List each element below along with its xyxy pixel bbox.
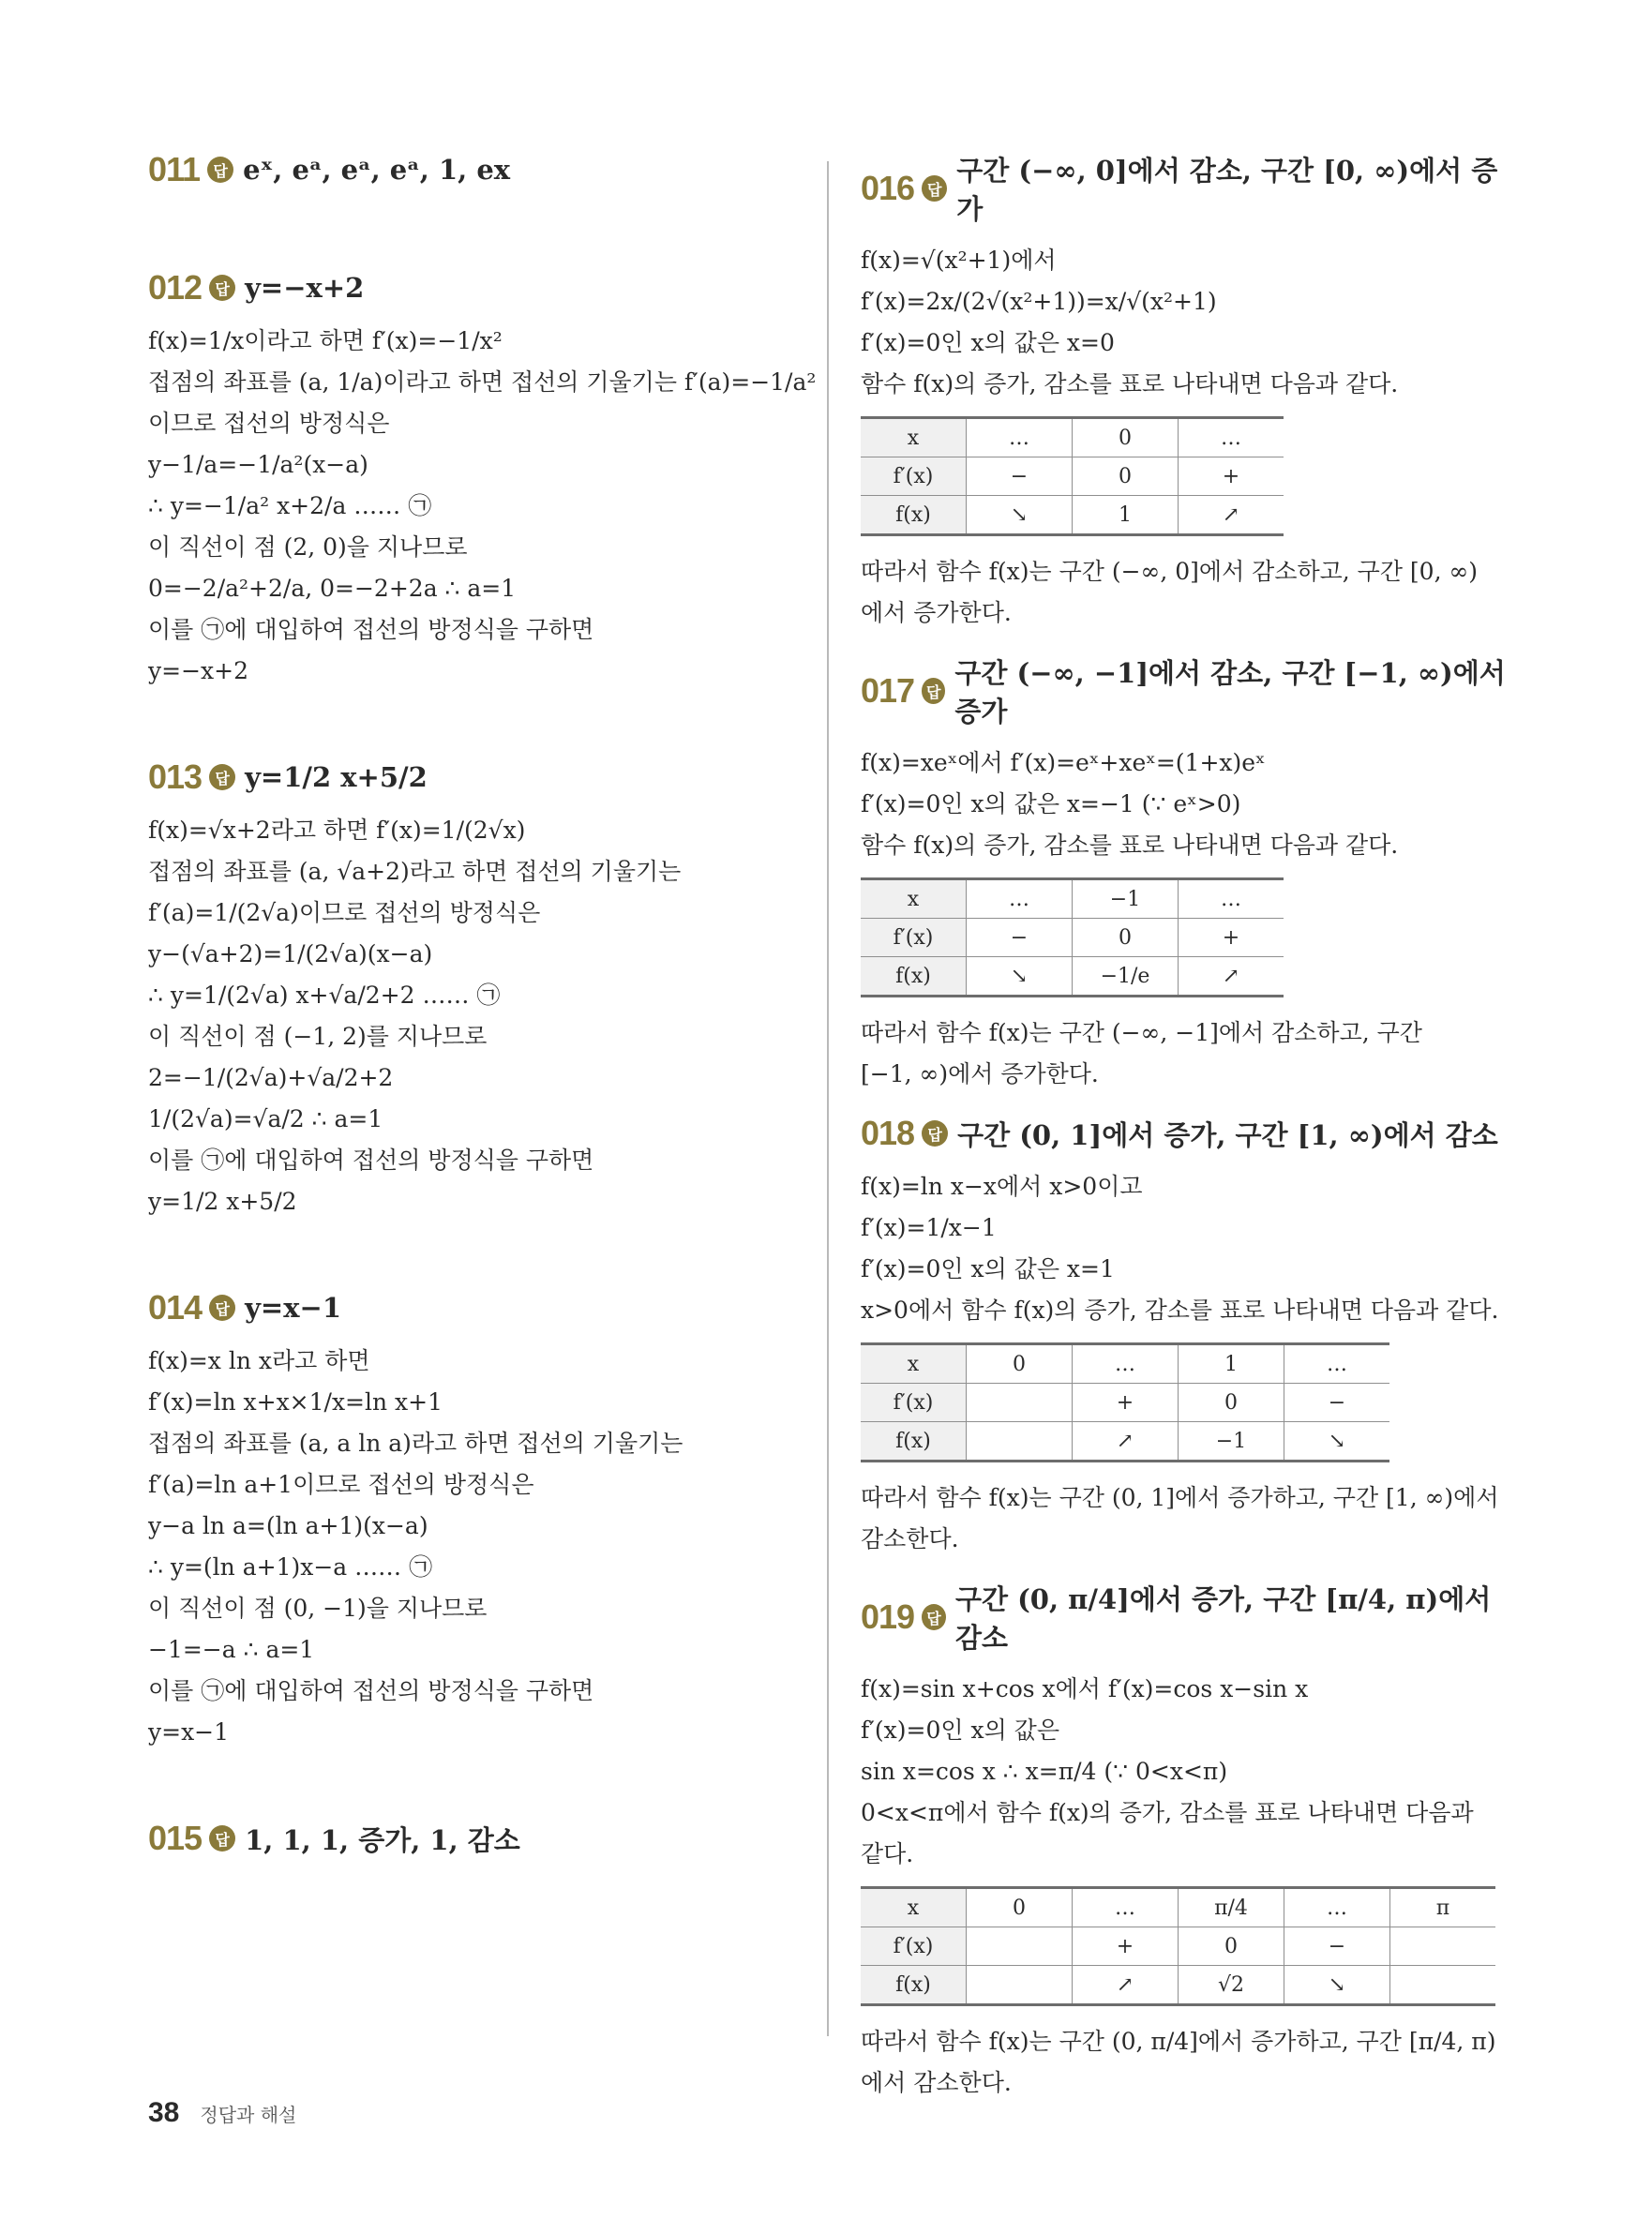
answer-badge: 답 (209, 275, 235, 301)
solution-line: f′(x)=2x/(2√(x²+1))=x/√(x²+1) (861, 288, 1217, 315)
table-row (861, 957, 1284, 997)
solution-line: −1=−a ∴ a=1 (148, 1636, 315, 1663)
table-cell: − (1284, 1384, 1390, 1422)
solution-line: f′(x)=0인 x의 값은 x=0 (861, 329, 1115, 356)
table-cell: + (1179, 919, 1284, 957)
table-cell: 1 (1179, 1344, 1284, 1384)
conclusion-line: [−1, ∞)에서 증가한다. (861, 1060, 1099, 1087)
solution-line: ∴ y=1/(2√a) x+√a/2+2 …… ㉠ (148, 982, 501, 1009)
problem-013 (148, 757, 804, 1222)
table-row (861, 1966, 1495, 2005)
table-cell: − (967, 457, 1073, 496)
table-cell: … (967, 418, 1073, 457)
solution-line: f′(x)=1/x−1 (861, 1214, 997, 1241)
table-cell: ↗ (1179, 957, 1284, 997)
solution-line: f′(a)=1/(2√a)이므로 접선의 방정식은 (148, 899, 541, 926)
solution-line: ∴ y=(ln a+1)x−a …… ㉠ (148, 1553, 433, 1581)
variation-table (861, 877, 1284, 997)
table-cell: −1/e (1073, 957, 1179, 997)
answer-badge: 답 (209, 764, 235, 790)
problem-header (148, 1819, 804, 1858)
problem-019 (861, 1579, 1508, 2104)
table-cell: 0 (1073, 457, 1179, 496)
solution-line: f(x)=xeˣ에서 f′(x)=eˣ+xeˣ=(1+x)eˣ (861, 749, 1266, 776)
solution-line: y−1/a=−1/a²(x−a) (148, 451, 368, 478)
answer-badge: 답 (209, 1295, 235, 1321)
answer-badge: 답 (209, 1825, 235, 1852)
solution-line: 이를 ㉠에 대입하여 접선의 방정식을 구하면 (148, 616, 594, 643)
solution-line: ∴ y=−1/a² x+2/a …… ㉠ (148, 492, 432, 519)
problem-016 (861, 150, 1508, 634)
table-row (861, 1384, 1389, 1422)
conclusion-line: 에서 증가한다. (861, 599, 1012, 626)
table-cell: f′(x) (861, 1927, 967, 1966)
table-cell: − (1284, 1927, 1390, 1966)
solution-line: y=−x+2 (148, 657, 248, 684)
table-cell: x (861, 1888, 967, 1927)
table-cell: x (861, 879, 967, 919)
problem-header (148, 150, 804, 189)
variation-table (861, 1886, 1495, 2006)
table-cell: 0 (1073, 418, 1179, 457)
solution-line: 함수 f(x)의 증가, 감소를 표로 나타내면 다음과 같다. (861, 370, 1399, 397)
solution-line: f(x)=√(x²+1)에서 (861, 247, 1057, 274)
answer-text: y=x−1 (245, 1292, 341, 1324)
problem-017 (861, 652, 1508, 1095)
table-row (861, 457, 1284, 496)
table-cell: f(x) (861, 496, 967, 535)
table-row (861, 919, 1284, 957)
table-cell: x (861, 1344, 967, 1384)
table-cell: 0 (967, 1888, 1073, 1927)
problem-number: 016 (861, 169, 915, 207)
solution-line: x>0에서 함수 f(x)의 증가, 감소를 표로 나타내면 다음과 같다. (861, 1297, 1499, 1324)
solution-line: y−a ln a=(ln a+1)(x−a) (148, 1512, 428, 1539)
problem-number: 018 (861, 1114, 915, 1152)
table-cell: f′(x) (861, 457, 967, 496)
problem-number: 011 (148, 150, 201, 188)
solution-line: 이므로 접선의 방정식은 (148, 410, 390, 437)
table-cell: ↗ (1073, 1966, 1179, 2005)
solution-line: sin x=cos x ∴ x=π/4 (∵ 0<x<π) (861, 1758, 1228, 1785)
table-cell (1390, 1927, 1496, 1966)
solution-line: 접점의 좌표를 (a, a ln a)라고 하면 접선의 기울기는 (148, 1430, 683, 1457)
solution-line: f′(x)=0인 x의 값은 (861, 1717, 1059, 1744)
table-row (861, 418, 1284, 457)
footer-label: 정답과 해설 (200, 2104, 297, 2126)
table-cell: ↘ (967, 496, 1073, 535)
problem-header (861, 1579, 1508, 1656)
solution-line: 2=−1/(2√a)+√a/2+2 (148, 1064, 394, 1091)
spacer (861, 634, 1508, 652)
solution-line: 이 직선이 점 (−1, 2)를 지나므로 (148, 1023, 488, 1050)
answer-badge: 답 (922, 1120, 948, 1147)
solution-line: 함수 f(x)의 증가, 감소를 표로 나타내면 다음과 같다. (861, 832, 1399, 859)
left-column (148, 150, 817, 1871)
table-cell: … (1073, 1888, 1179, 1927)
problem-number: 012 (148, 268, 203, 307)
table-row (861, 1927, 1495, 1966)
table-cell: f(x) (861, 1966, 967, 2005)
table-row (861, 1422, 1389, 1462)
table-cell: f′(x) (861, 919, 967, 957)
right-column (861, 150, 1508, 2104)
answer-text: 1, 1, 1, 증가, 1, 감소 (245, 1823, 520, 1856)
problem-header (861, 1114, 1508, 1153)
table-cell: − (967, 919, 1073, 957)
table-cell: π (1390, 1888, 1496, 1927)
table-cell: + (1073, 1384, 1179, 1422)
table-cell: + (1179, 457, 1284, 496)
solution-line: 1/(2√a)=√a/2 ∴ a=1 (148, 1105, 383, 1132)
problem-number: 015 (148, 1819, 203, 1857)
page-number: 38 (148, 2097, 180, 2128)
solution-line: 접점의 좌표를 (a, 1/a)이라고 하면 접선의 기울기는 f′(a)=−1/a² (148, 368, 817, 396)
table-cell: ↘ (1284, 1422, 1390, 1462)
solution-line: 같다. (861, 1840, 914, 1867)
table-cell: … (1179, 418, 1284, 457)
table-row (861, 496, 1284, 535)
spacer (148, 692, 804, 757)
spacer (148, 1753, 804, 1819)
table-cell: ↘ (967, 957, 1073, 997)
table-cell: … (1284, 1344, 1390, 1384)
solution-line: f(x)=x ln x라고 하면 (148, 1347, 370, 1374)
problem-header (861, 652, 1508, 729)
answer-text: 구간 (0, π/4]에서 증가, 구간 [π/4, π)에서 감소 (954, 1583, 1492, 1654)
problem-011 (148, 150, 804, 189)
solution-line: f(x)=ln x−x에서 x>0이고 (861, 1173, 1143, 1200)
table-cell (967, 1384, 1073, 1422)
solution-line: 이 직선이 점 (2, 0)을 지나므로 (148, 533, 468, 561)
table-cell: π/4 (1179, 1888, 1284, 1927)
solution-line: f′(a)=ln a+1이므로 접선의 방정식은 (148, 1471, 534, 1498)
conclusion-line: 에서 감소한다. (861, 2069, 1012, 2096)
table-cell: 0 (1179, 1384, 1284, 1422)
conclusion-line: 따라서 함수 f(x)는 구간 (0, 1]에서 증가하고, 구간 [1, ∞)에서 (861, 1484, 1499, 1511)
problem-number: 017 (861, 671, 915, 710)
table-row (861, 879, 1284, 919)
problem-header (148, 268, 804, 307)
answer-text: 구간 (−∞, −1]에서 감소, 구간 [−1, ∞)에서 증가 (954, 657, 1506, 727)
answer-badge: 답 (207, 157, 233, 183)
table-cell (1390, 1966, 1496, 2005)
table-cell: 0 (1073, 919, 1179, 957)
answer-text: y=1/2 x+5/2 (245, 761, 428, 793)
table-cell (967, 1422, 1073, 1462)
answer-text: y=−x+2 (245, 272, 365, 304)
problem-header (148, 1288, 804, 1327)
table-cell: ↗ (1073, 1422, 1179, 1462)
spacer (861, 1560, 1508, 1579)
solution-line: y=1/2 x+5/2 (148, 1188, 297, 1215)
table-cell: f′(x) (861, 1384, 967, 1422)
solution-line: y−(√a+2)=1/(2√a)(x−a) (148, 940, 433, 967)
table-cell: ↘ (1284, 1966, 1390, 2005)
table-cell: f(x) (861, 1422, 967, 1462)
footer (148, 2097, 296, 2129)
table-cell: −1 (1179, 1422, 1284, 1462)
answer-text: 구간 (−∞, 0]에서 감소, 구간 [0, ∞)에서 증가 (956, 155, 1498, 225)
table-cell: 0 (1179, 1927, 1284, 1966)
solution-line: 0<x<π에서 함수 f(x)의 증가, 감소를 표로 나타내면 다음과 (861, 1799, 1474, 1826)
solution-line: f(x)=1/x이라고 하면 f′(x)=−1/x² (148, 327, 503, 354)
answer-text: eˣ, eᵃ, eᵃ, eᵃ, 1, ex (243, 154, 511, 186)
problem-012 (148, 268, 817, 692)
answer-badge: 답 (922, 175, 947, 202)
table-cell: … (967, 879, 1073, 919)
table-cell: x (861, 418, 967, 457)
problem-number: 013 (148, 757, 203, 796)
solution-line: 접점의 좌표를 (a, √a+2)라고 하면 접선의 기울기는 (148, 858, 682, 885)
conclusion-line: 따라서 함수 f(x)는 구간 (0, π/4]에서 증가하고, 구간 [π/4, π) (861, 2028, 1496, 2055)
solution-line: 이 직선이 점 (0, −1)을 지나므로 (148, 1595, 488, 1622)
spacer (148, 1222, 804, 1288)
problem-014 (148, 1288, 804, 1753)
table-cell: √2 (1179, 1966, 1284, 2005)
spacer (861, 1095, 1508, 1114)
column-divider (827, 161, 829, 2036)
conclusion-line: 따라서 함수 f(x)는 구간 (−∞, 0]에서 감소하고, 구간 [0, ∞) (861, 558, 1479, 585)
table-cell: 1 (1073, 496, 1179, 535)
solution-line: f′(x)=0인 x의 값은 x=1 (861, 1255, 1115, 1282)
table-row (861, 1888, 1495, 1927)
table-cell (967, 1927, 1073, 1966)
conclusion-line: 따라서 함수 f(x)는 구간 (−∞, −1]에서 감소하고, 구간 (861, 1019, 1422, 1046)
conclusion-line: 감소한다. (861, 1525, 959, 1552)
solution-line: 이를 ㉠에 대입하여 접선의 방정식을 구하면 (148, 1147, 594, 1174)
problem-018 (861, 1114, 1508, 1560)
table-cell: f(x) (861, 957, 967, 997)
spacer (148, 202, 804, 268)
problem-header (148, 757, 804, 797)
variation-table (861, 416, 1284, 536)
table-cell: + (1073, 1927, 1179, 1966)
table-cell (967, 1966, 1073, 2005)
problem-number: 014 (148, 1288, 203, 1327)
solution-line: y=x−1 (148, 1718, 230, 1746)
table-cell: … (1284, 1888, 1390, 1927)
solution-line: f′(x)=ln x+x×1/x=ln x+1 (148, 1388, 443, 1416)
table-cell: 0 (967, 1344, 1073, 1384)
table-row (861, 1344, 1389, 1384)
answer-badge: 답 (922, 678, 945, 704)
table-cell: … (1073, 1344, 1179, 1384)
table-cell: … (1179, 879, 1284, 919)
solution-line: f′(x)=0인 x의 값은 x=−1 (∵ eˣ>0) (861, 790, 1241, 817)
variation-table (861, 1342, 1389, 1462)
table-cell: −1 (1073, 879, 1179, 919)
problem-number: 019 (861, 1597, 915, 1636)
table-cell: ↗ (1179, 496, 1284, 535)
answer-badge: 답 (922, 1604, 946, 1630)
problem-header (861, 150, 1508, 227)
solution-line: 이를 ㉠에 대입하여 접선의 방정식을 구하면 (148, 1677, 594, 1704)
answer-text: 구간 (0, 1]에서 증가, 구간 [1, ∞)에서 감소 (957, 1118, 1498, 1151)
problem-015 (148, 1819, 804, 1858)
solution-line: f(x)=√x+2라고 하면 f′(x)=1/(2√x) (148, 817, 526, 844)
solution-line: f(x)=sin x+cos x에서 f′(x)=cos x−sin x (861, 1675, 1309, 1702)
solution-line: 0=−2/a²+2/a, 0=−2+2a ∴ a=1 (148, 575, 517, 602)
